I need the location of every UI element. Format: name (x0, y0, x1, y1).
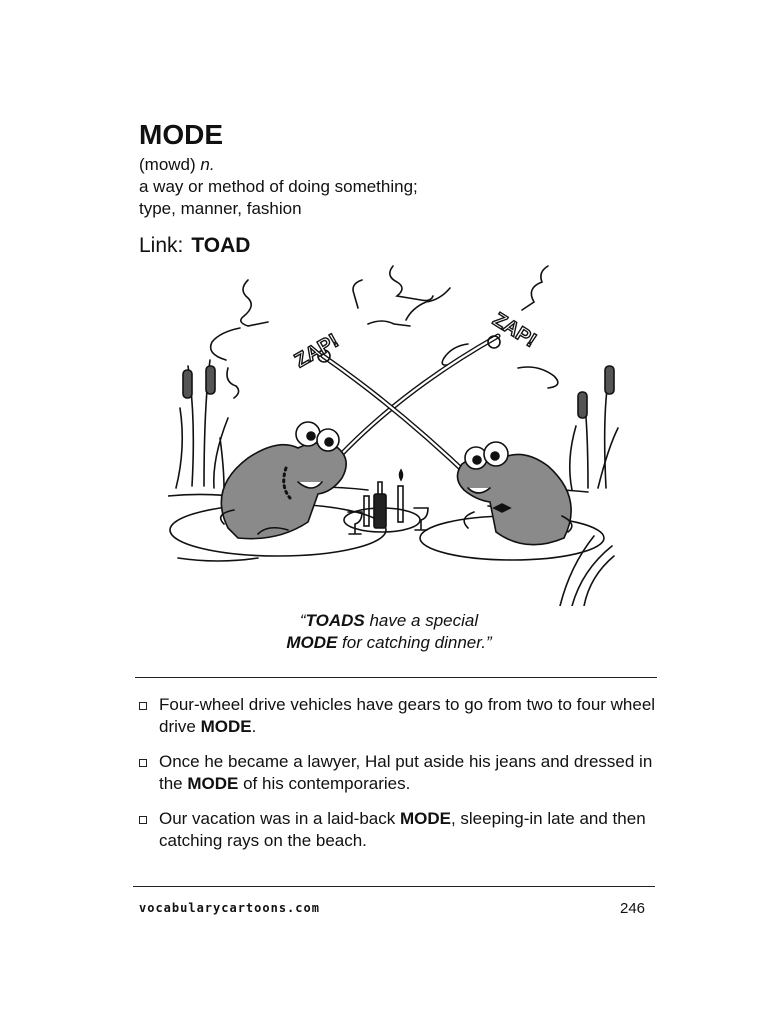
entry-word: MODE (139, 119, 223, 150)
caption-text: have a special (364, 611, 479, 630)
divider-top (135, 677, 657, 678)
reed (560, 536, 614, 606)
definition-line: type, manner, fashion (139, 199, 302, 218)
fly-squiggle (522, 266, 548, 310)
link-line (139, 234, 250, 258)
sentence-keyword: MODE (187, 774, 239, 793)
cartoon-caption (139, 610, 639, 654)
caption-line-1 (139, 610, 639, 632)
pronunciation-text: (mowd) (139, 155, 196, 174)
page-number: 246 (620, 900, 646, 917)
cattail-head (578, 392, 587, 418)
caption-bold-mode: MODE (286, 633, 338, 652)
cattail-head (605, 366, 614, 394)
sentence-keyword: MODE (399, 809, 451, 828)
sentence-text: Four-wheel drive vehicles have gears to go from two to four wheel drive (159, 695, 656, 736)
caption-bold-toads: TOADS (305, 611, 365, 630)
sentence-text: , sleeping-in late and then catching rays on the beach. (159, 809, 646, 850)
example-sentences (139, 694, 659, 865)
fly-squiggle (390, 266, 433, 301)
link-word: TOAD (191, 234, 251, 257)
cattail-head (206, 366, 215, 394)
candle (364, 496, 369, 526)
sentence-text: Our vacation was in a laid-back (159, 809, 400, 828)
caption-line-2 (139, 632, 639, 654)
fly-squiggle (211, 328, 240, 360)
fly-squiggle (227, 368, 239, 398)
caption-text: for catching dinner.” (337, 633, 492, 652)
checkbox-bullet (139, 816, 147, 824)
sentence-item (139, 751, 659, 795)
sentence-keyword: MODE (200, 717, 252, 736)
cartoon-illustration (168, 258, 622, 606)
divider-bottom (133, 886, 655, 887)
candle (398, 486, 403, 522)
fly-squiggle (406, 288, 450, 320)
zap-left: ZAP! (290, 329, 343, 373)
caption-quote: “ (299, 611, 306, 630)
sentence-text: Once he became a lawyer, Hal put aside his jeans and dressed in the (159, 752, 653, 793)
sentence-item (139, 694, 659, 738)
right-toad (457, 442, 571, 545)
reed (176, 408, 228, 488)
fly-squiggle (241, 280, 268, 326)
wine-bottle (374, 494, 386, 528)
checkbox-bullet (139, 759, 147, 767)
definition-line: a way or method of doing something; (139, 177, 418, 196)
definition (139, 176, 559, 220)
wine-bottle-neck (378, 482, 382, 494)
candle-flame (400, 470, 403, 480)
reed (570, 426, 618, 490)
wine-glass (414, 508, 428, 530)
pronunciation (139, 155, 215, 175)
footer-site: vocabularycartoons.com (139, 901, 320, 915)
fly-squiggle (353, 280, 362, 308)
zap-right: ZAP! (488, 308, 541, 352)
left-toad (221, 422, 347, 539)
fly-squiggle (518, 367, 558, 388)
sentence-item (139, 808, 659, 852)
sentence-text: . (251, 717, 257, 736)
checkbox-bullet (139, 702, 147, 710)
link-label: Link: (139, 234, 184, 257)
fly-squiggle (368, 321, 410, 326)
cattail-head (183, 370, 192, 398)
part-of-speech: n. (200, 155, 215, 174)
sentence-text: of his contemporaries. (238, 774, 411, 793)
wine-glass (348, 512, 362, 534)
